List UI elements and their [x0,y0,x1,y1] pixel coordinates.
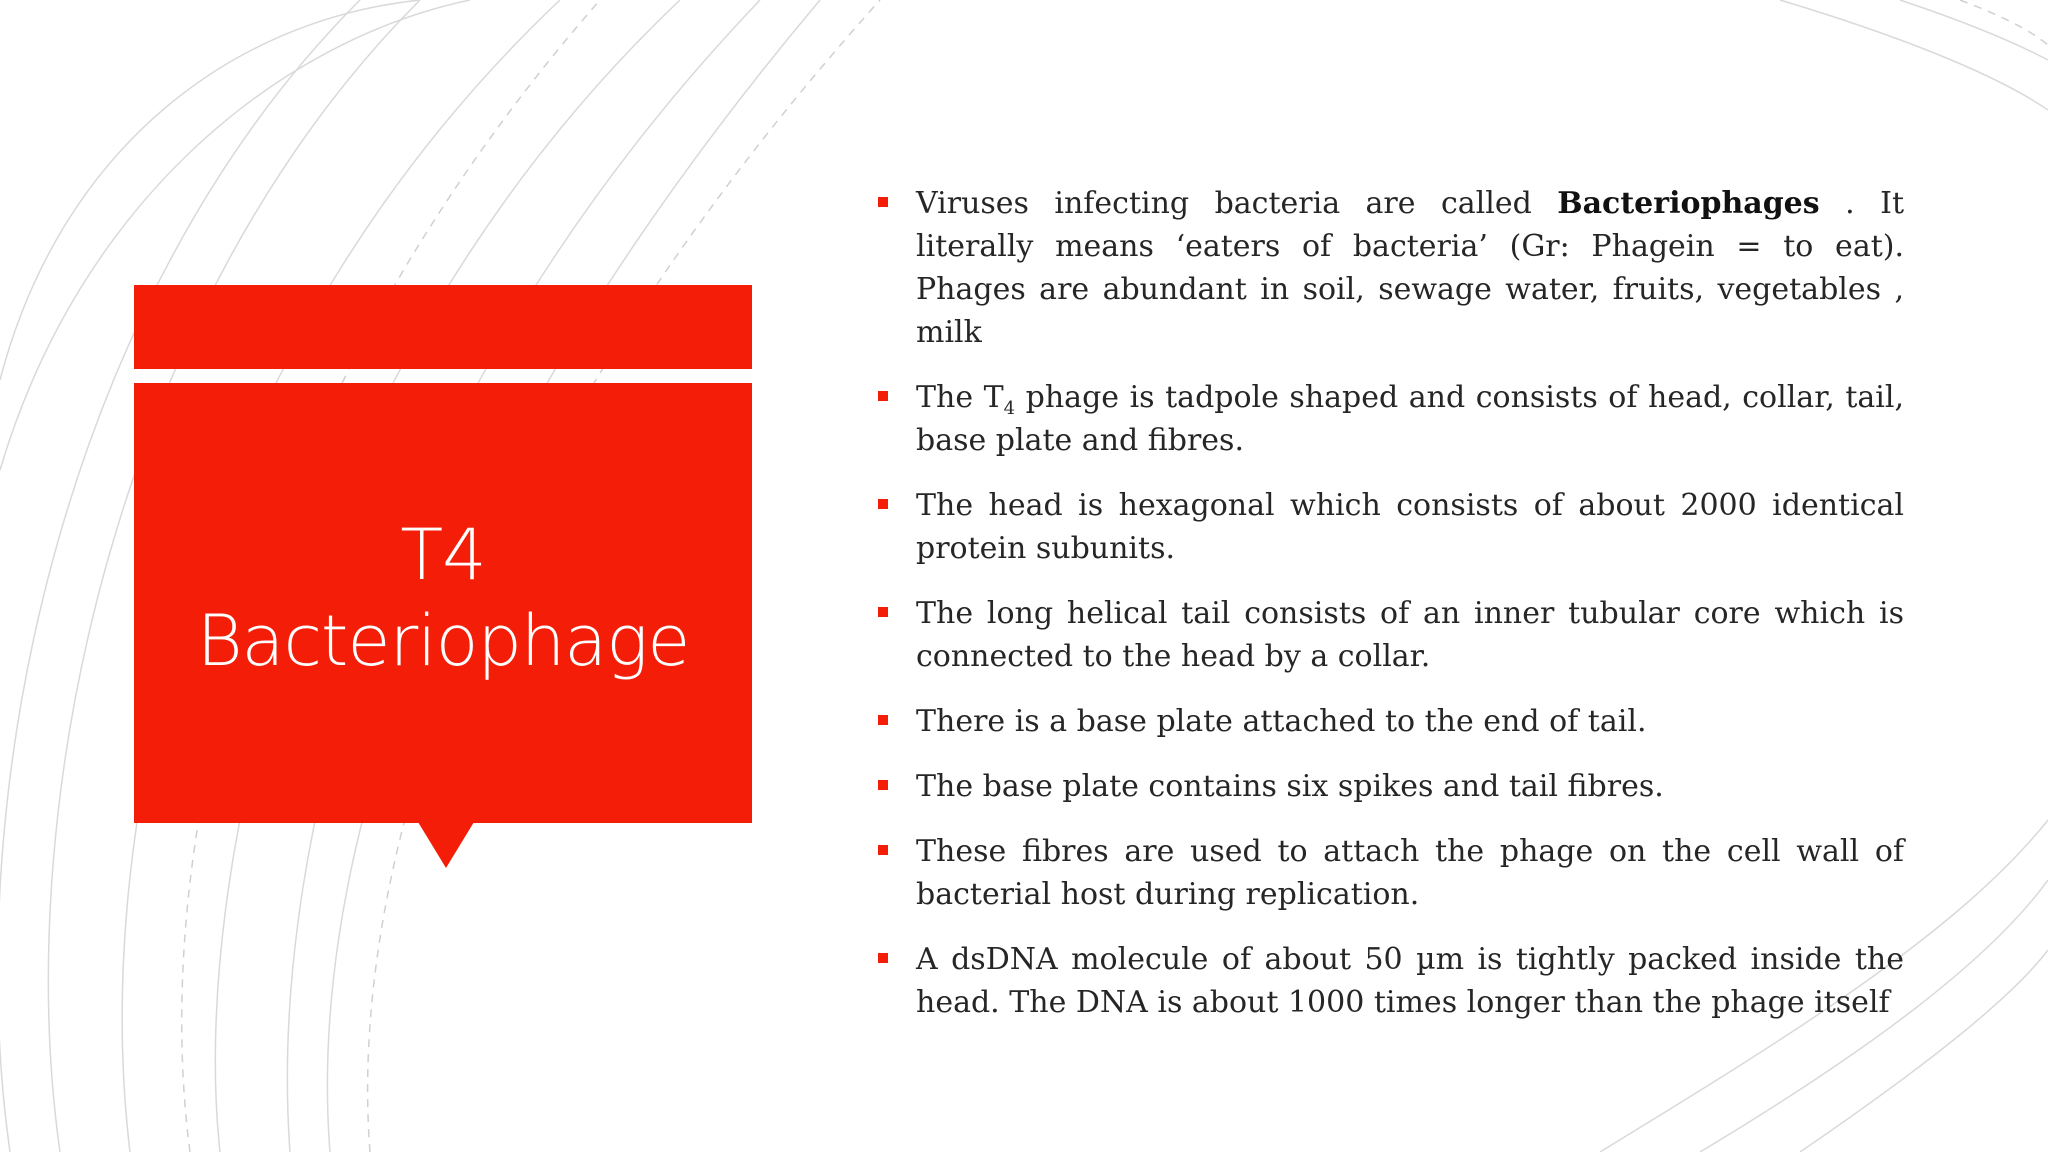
bullet-text: The head is hexagonal which consists of about 2000 identical protein subunits. [916,488,1904,566]
bullet-item-t4-shape [874,376,1904,462]
square-bullet-icon [878,715,888,725]
bullet-item-tail [874,592,1904,678]
bullet-text: The base plate contains six spikes and tail fibres. [916,769,1664,804]
square-bullet-icon [878,197,888,207]
slide-title-line-1: T4 [400,514,486,596]
bullet-text: The T [916,380,1004,415]
bullet-item-bacteriophage-definition [874,182,1904,354]
bullet-list [874,182,1904,1024]
bullet-item-dsdna [874,938,1904,1024]
bullet-text: A dsDNA molecule of about 50 µm is tightly packed inside the head. The DNA is about 1000 times longer than the phage itself [916,942,1904,1020]
square-bullet-icon [878,607,888,617]
square-bullet-icon [878,499,888,509]
square-bullet-icon [878,845,888,855]
bullet-item-base-plate [874,700,1904,743]
bullet-text: phage is tadpole shaped and consists of head, collar, tail, base plate and fibres. [916,380,1904,458]
bullet-subscript: 4 [1003,398,1016,419]
square-bullet-icon [878,391,888,401]
square-bullet-icon [878,953,888,963]
slide-title [197,512,690,684]
bullet-bold-term: Bacteriophages [1557,186,1820,221]
bullet-text: Viruses infecting bacteria are called [916,186,1558,221]
bullet-text: There is a base plate attached to the end of tail. [916,704,1647,739]
arc-line [1780,0,2048,110]
bullet-item-spikes [874,765,1904,808]
bullet-item-head [874,484,1904,570]
bullet-text: The long helical tail consists of an inner tubular core which is connected to the head by a collar. [916,596,1904,674]
title-accent-bar [134,285,752,369]
arc-dashed-line [1960,0,2048,45]
callout-pointer [418,822,474,868]
bullet-text: These fibres are used to attach the phage on the cell wall of bacterial host during replication. [916,834,1904,912]
slide-title-line-2: Bacteriophage [196,600,690,682]
square-bullet-icon [878,780,888,790]
bullet-text: . It literally means ‘eaters of bacteria’ (Gr: Phagein = to eat). Phages are abundant in soil, sewage water, fruits, vegetables , milk [916,186,1905,350]
bullet-content [874,182,1904,1046]
bullet-item-fibres [874,830,1904,916]
title-callout-box [134,383,752,823]
arc-line [1900,0,2048,60]
